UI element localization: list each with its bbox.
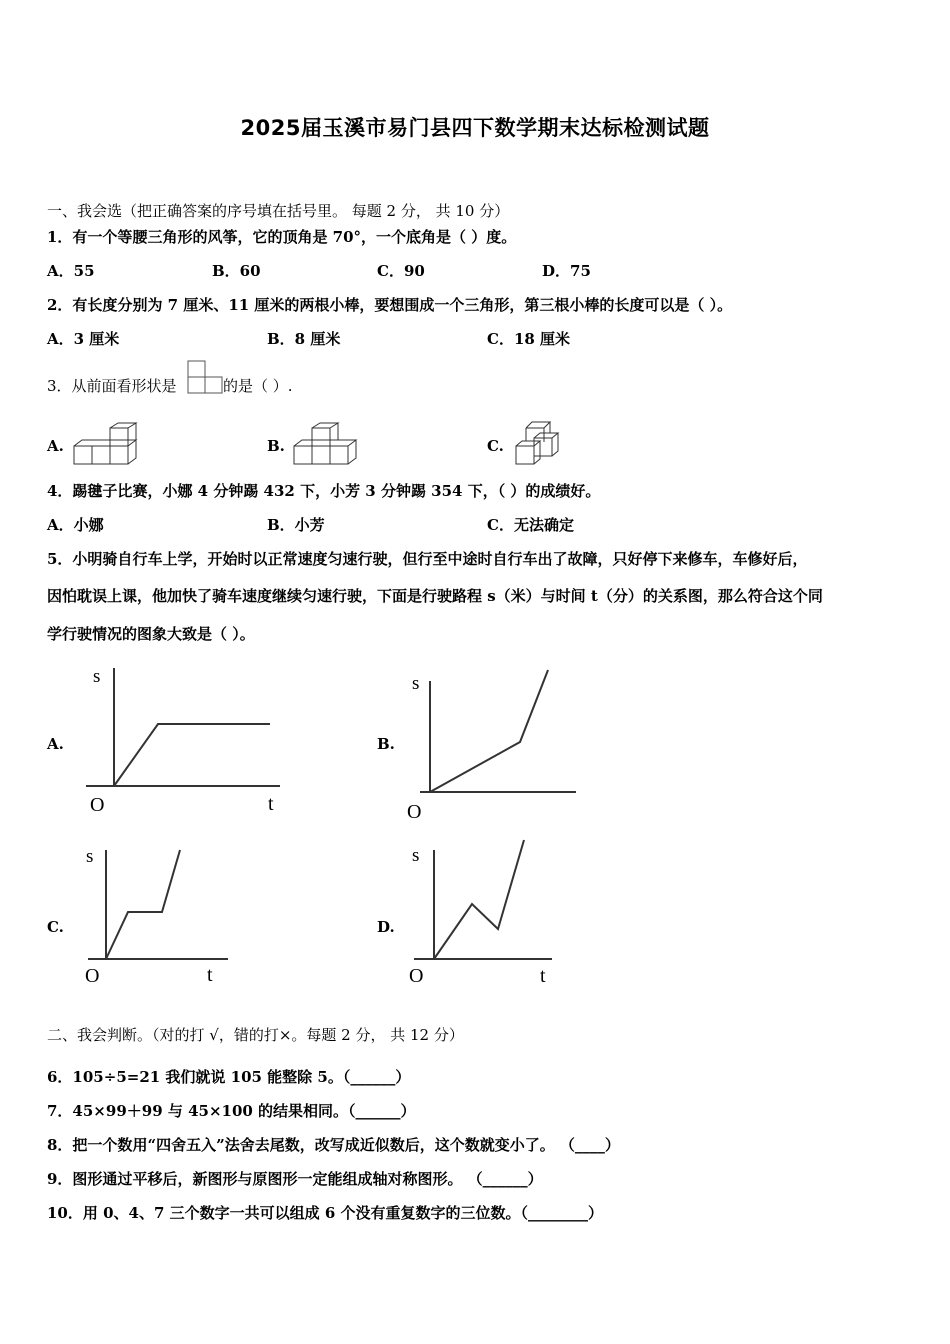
- graph-b-origin: O: [407, 801, 422, 823]
- q1-option-c: C．90: [377, 262, 425, 280]
- cube-figure-a: [72, 424, 134, 468]
- graph-b: [400, 665, 590, 825]
- graph-a: [80, 660, 300, 820]
- section1-heading: 一、我会选（把正确答案的序号填在括号里。 每题 2 分， 共 10 分）: [47, 202, 510, 220]
- q5-option-a: A.: [47, 735, 64, 753]
- judge-item-9: 9．图形通过平移后，新图形与原图形一定能组成轴对称图形。 （______）: [47, 1170, 543, 1188]
- judge-item-7: 7．45×99＋99 与 45×100 的结果相同。（______）: [47, 1102, 416, 1120]
- front-view-figure: [187, 360, 223, 394]
- graph-c-y-label: s: [86, 846, 94, 867]
- judge-item-10: 10．用 0、4、7 三个数字一共可以组成 6 个没有重复数字的三位数。（________）: [47, 1204, 604, 1222]
- cube-figure-c: [514, 418, 566, 468]
- q4-text: 4．踢毽子比赛，小娜 4 分钟踢 432 下，小芳 3 分钟踢 354 下，（ ）的成绩好。: [47, 482, 601, 500]
- q5-line-1: 5．小明骑自行车上学，开始时以正常速度匀速行驶，但行至中途时自行车出了故障，只好停下来修车，车修好后，: [47, 550, 808, 568]
- q4-option-b: B．小芳: [267, 516, 325, 534]
- q3-text-after: 的是（ ）.: [223, 377, 293, 395]
- page-title: 2025届玉溪市易门县四下数学期末达标检测试题: [240, 116, 710, 140]
- q5-line-2: 因怕耽误上课，他加快了骑车速度继续匀速行驶，下面是行驶路程 s（米）与时间 t（分）的关系图，那么符合这个同: [47, 587, 823, 605]
- graph-a-y-label: s: [93, 666, 101, 687]
- q2-option-b: B．8 厘米: [267, 330, 341, 348]
- q3-option-c: C.: [487, 437, 504, 455]
- q1-option-b: B．60: [212, 262, 261, 280]
- graph-c-x-label: t: [207, 964, 213, 986]
- graph-c-origin: O: [85, 965, 100, 987]
- q3-option-a: A.: [47, 437, 64, 455]
- graph-d-x-label: t: [540, 965, 546, 987]
- section2-heading: 二、我会判断。（对的打 √，错的打×。每题 2 分， 共 12 分）: [47, 1026, 464, 1044]
- q3-text-before: 3．从前面看形状是: [47, 377, 177, 395]
- graph-a-x-label: t: [268, 793, 274, 815]
- q3-option-b: B.: [267, 437, 285, 455]
- q1-option-d: D．75: [542, 262, 591, 280]
- graph-d-y-label: s: [412, 845, 420, 866]
- q5-option-c: C.: [47, 918, 64, 936]
- q4-option-a: A．小娜: [47, 516, 104, 534]
- q2-text: 2．有长度分别为 7 厘米、11 厘米的两根小棒，要想围成一个三角形，第三根小棒的长度可以是（ ）。: [47, 296, 733, 314]
- q5-option-b: B.: [377, 735, 395, 753]
- q2-option-a: A．3 厘米: [47, 330, 120, 348]
- q4-option-c: C．无法确定: [487, 516, 574, 534]
- cube-figure-b: [292, 424, 354, 468]
- graph-d: [400, 836, 570, 992]
- graph-b-y-label: s: [412, 673, 420, 694]
- q1-text: 1．有一个等腰三角形的风筝，它的顶角是 70°，一个底角是（ ）度。: [47, 228, 517, 246]
- q5-option-d: D.: [377, 918, 395, 936]
- q5-line-3: 学行驶情况的图象大致是（ ）。: [47, 625, 255, 643]
- judge-item-8: 8．把一个数用“四舍五入”法舍去尾数，改写成近似数后，这个数就变小了。 （____）: [47, 1136, 620, 1154]
- graph-a-origin: O: [90, 794, 105, 816]
- q2-option-c: C．18 厘米: [487, 330, 571, 348]
- graph-c: [80, 842, 240, 992]
- judge-item-6: 6．105÷5=21 我们就说 105 能整除 5。（______）: [47, 1068, 411, 1086]
- graph-d-origin: O: [409, 965, 424, 987]
- q1-option-a: A．55: [47, 262, 95, 280]
